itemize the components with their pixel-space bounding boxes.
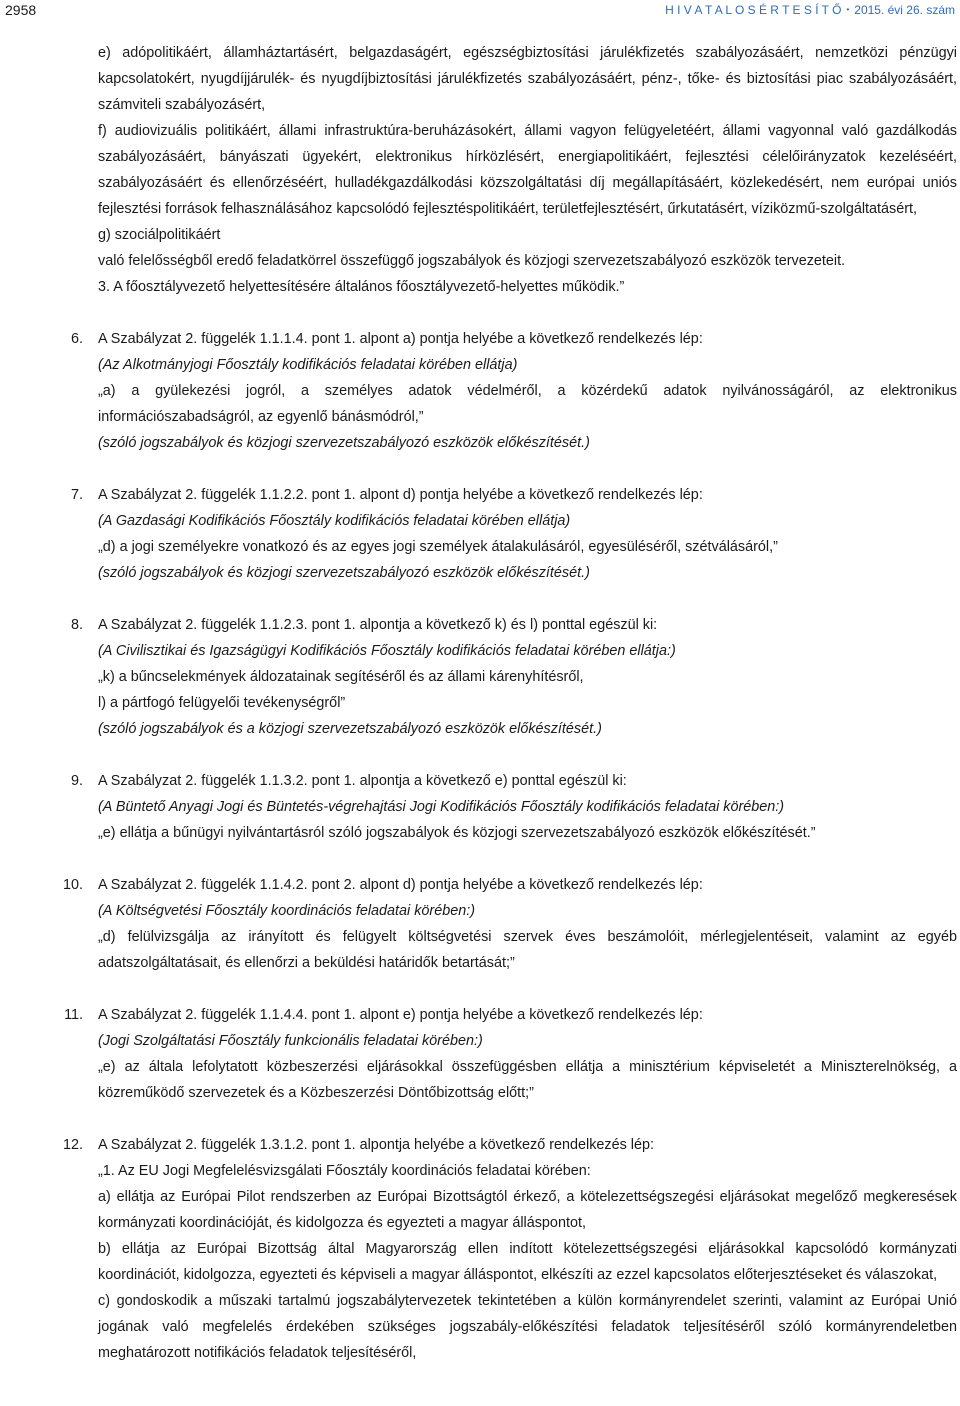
separator-bullet: • xyxy=(846,5,850,14)
item-context: (Az Alkotmányjogi Főosztály kodifikációs feladatai körében ellátja) xyxy=(98,357,518,373)
item-context: (A Büntető Anyagi Jogi és Büntetés-végrehajtási Jogi Kodifikációs Főosztály kodifikációs feladatai körében:) xyxy=(98,799,785,815)
item-instruction: A Szabályzat 2. függelék 1.1.3.2. pont 1. alpontja a következő e) ponttal egészül ki: xyxy=(98,773,627,789)
amendment-item xyxy=(70,482,957,586)
item-context: (szóló jogszabályok és a közjogi szervezetszabályozó eszközök előkészítését.) xyxy=(98,721,602,737)
responsibility-clause: való felelősségből eredő feladatkörrel összefüggő jogszabályok és közjogi szervezetszabályozó eszközök tervezeteit. xyxy=(98,253,846,269)
item-instruction: A Szabályzat 2. függelék 1.1.4.2. pont 2. alpont d) pontja helyébe a következő rendelkezés lép: xyxy=(98,877,703,893)
item-number: 8. xyxy=(70,617,83,633)
item-provision: „d) a jogi személyekre vonatkozó és az egyes jogi személyek átalakulásáról, egyesüléséről, szétválásáról,” xyxy=(98,539,778,555)
item-number: 11. xyxy=(64,1007,83,1023)
item-context: (Jogi Szolgáltatási Főosztály funkcionális feladatai körében:) xyxy=(98,1033,483,1049)
point-g: g) szociálpolitikáért xyxy=(98,227,221,243)
item-provision: „d) felülvizsgálja az irányított és felügyelt költségvetési szervek éves beszámolóit, mérlegjelentéseit, valamint az egyéb adatszolgáltatásait, és ellenőrzi a beküldési határidők betartását;” xyxy=(98,929,957,971)
item-provision: a) ellátja az Európai Pilot rendszerben az Európai Bizottságtól érkező, a kötelezettségszegési eljárásokat megelőző megkeresések kormányzati koordinációját, és kidolgozza és egyezteti a magyar álláspontot, xyxy=(98,1189,957,1231)
amendment-item xyxy=(70,612,957,742)
point-3: 3. A főosztályvezető helyettesítésére általános főosztályvezető-helyettes működik.” xyxy=(98,279,625,295)
amendment-item xyxy=(62,872,957,976)
item-instruction: A Szabályzat 2. függelék 1.1.4.4. pont 1. alpont e) pontja helyébe a következő rendelkezés lép: xyxy=(98,1007,703,1023)
item-instruction: A Szabályzat 2. függelék 1.1.2.2. pont 1. alpont d) pontja helyébe a következő rendelkezés lép: xyxy=(98,487,703,503)
item-instruction: A Szabályzat 2. függelék 1.1.2.3. pont 1. alpontja a következő k) és l) ponttal egészül ki: xyxy=(98,617,658,633)
item-instruction: A Szabályzat 2. függelék 1.1.1.4. pont 1. alpont a) pontja helyébe a következő rendelkezés lép: xyxy=(98,331,703,347)
item-context: (szóló jogszabályok és közjogi szervezetszabályozó eszközök előkészítését.) xyxy=(98,565,590,581)
item-context: (szóló jogszabályok és közjogi szervezetszabályozó eszközök előkészítését.) xyxy=(98,435,590,451)
item-instruction: A Szabályzat 2. függelék 1.3.1.2. pont 1. alpontja helyébe a következő rendelkezés lép: xyxy=(98,1137,655,1153)
item-number: 6. xyxy=(70,331,83,347)
journal-header xyxy=(665,3,955,17)
amendment-item xyxy=(62,1132,957,1366)
item-provision: „1. Az EU Jogi Megfelelésvizsgálati Főosztály koordinációs feladatai körében: xyxy=(98,1163,591,1179)
journal-title: H I V A T A L O S É R T E S Í T Ő xyxy=(665,3,842,17)
amendment-item xyxy=(64,1002,957,1106)
item-provision: „e) az általa lefolytatott közbeszerzési eljárásokkal összefüggésben ellátja a minisztérium képviseletét a Miniszterelnökség, a közreműködő szervezetek és a Közbeszerzési Döntőbizottság előtt;” xyxy=(98,1059,957,1101)
item-number: 9. xyxy=(70,773,83,789)
document-body xyxy=(62,40,957,1366)
item-number: 12. xyxy=(62,1137,83,1153)
item-number: 10. xyxy=(62,877,83,893)
item-context: (A Civilisztikai és Igazságügyi Kodifikációs Főosztály kodifikációs feladatai körében ellátja:) xyxy=(98,643,676,659)
amendment-item xyxy=(70,326,957,456)
item-context: (A Gazdasági Kodifikációs Főosztály kodifikációs feladatai körében ellátja) xyxy=(98,513,571,529)
point-e: e) adópolitikáért, államháztartásért, belgazdaságért, egészségbiztosítási járulékfizetés szabályozásáért, nemzetközi pénzügyi kapcsolatokért, nyugdíjjárulék- és nyugdíjbiztosítási járulékfizetés szabályozásáért, pénz-, tőke- és biztosítási piac szabályozásáért, számviteli szabályozásért, xyxy=(98,45,957,113)
item-provision: c) gondoskodik a műszaki tartalmú jogszabálytervezetek tekintetében a külön kormányrendelet szerinti, valamint az Európai Unió jogának való megfelelés érdekében szükséges jogszabály-előkészítési feladatok teljesítéséről szóló kormányrendeletben meghatározott notifikációs feladatok teljesítéséről, xyxy=(98,1293,957,1361)
issue-number: 2015. évi 26. szám xyxy=(854,3,955,17)
item-provision: l) a pártfogó felügyelői tevékenységről” xyxy=(98,695,346,711)
amendment-item xyxy=(70,768,957,846)
item-number: 7. xyxy=(70,487,83,503)
item-context: (A Költségvetési Főosztály koordinációs feladatai körében:) xyxy=(98,903,476,919)
item-provision: b) ellátja az Európai Bizottság által Magyarország ellen indított kötelezettségszegési eljárásokkal kapcsolódó kormányzati koordinációt, kidolgozza, egyezteti és képviseli a magyar álláspontot, elkészíti az ezzel kapcsolatos előterjesztéseket és válaszokat, xyxy=(98,1241,957,1283)
point-f: f) audiovizuális politikáért, állami infrastruktúra-beruházásokért, állami vagyon felügyeletéért, állami vagyonnal való gazdálkodás szabályozásáért, bányászati ügyekért, elektronikus hírközlésért, energiapolitikáért, fejlesztési célelőirányzatok kezeléséért, szabályozásáért és ellenőrzéséért, hulladékgazdálkodási közszolgáltatási díj megállapításáért, közlekedésért, nem európai uniós fejlesztési források felhasználásához kapcsolódó fejlesztéspolitikáért, területfejlesztésért, űrkutatásért, víziközmű-szolgáltatásért, xyxy=(98,123,957,217)
item-provision: „e) ellátja a bűnügyi nyilvántartásról szóló jogszabályok és közjogi szervezetszabályozó eszközök előkészítését.” xyxy=(98,825,816,841)
page-number: 2958 xyxy=(5,2,37,18)
item-provision: „k) a bűncselekmények áldozatainak segítéséről és az állami kárenyhítésről, xyxy=(98,669,584,685)
page-header xyxy=(0,2,960,22)
item-provision: „a) a gyülekezési jogról, a személyes adatok védelméről, a közérdekű adatok nyilvánosságáról, az elektronikus információszabadságról, az egyenlő bánásmódról,” xyxy=(98,383,957,425)
